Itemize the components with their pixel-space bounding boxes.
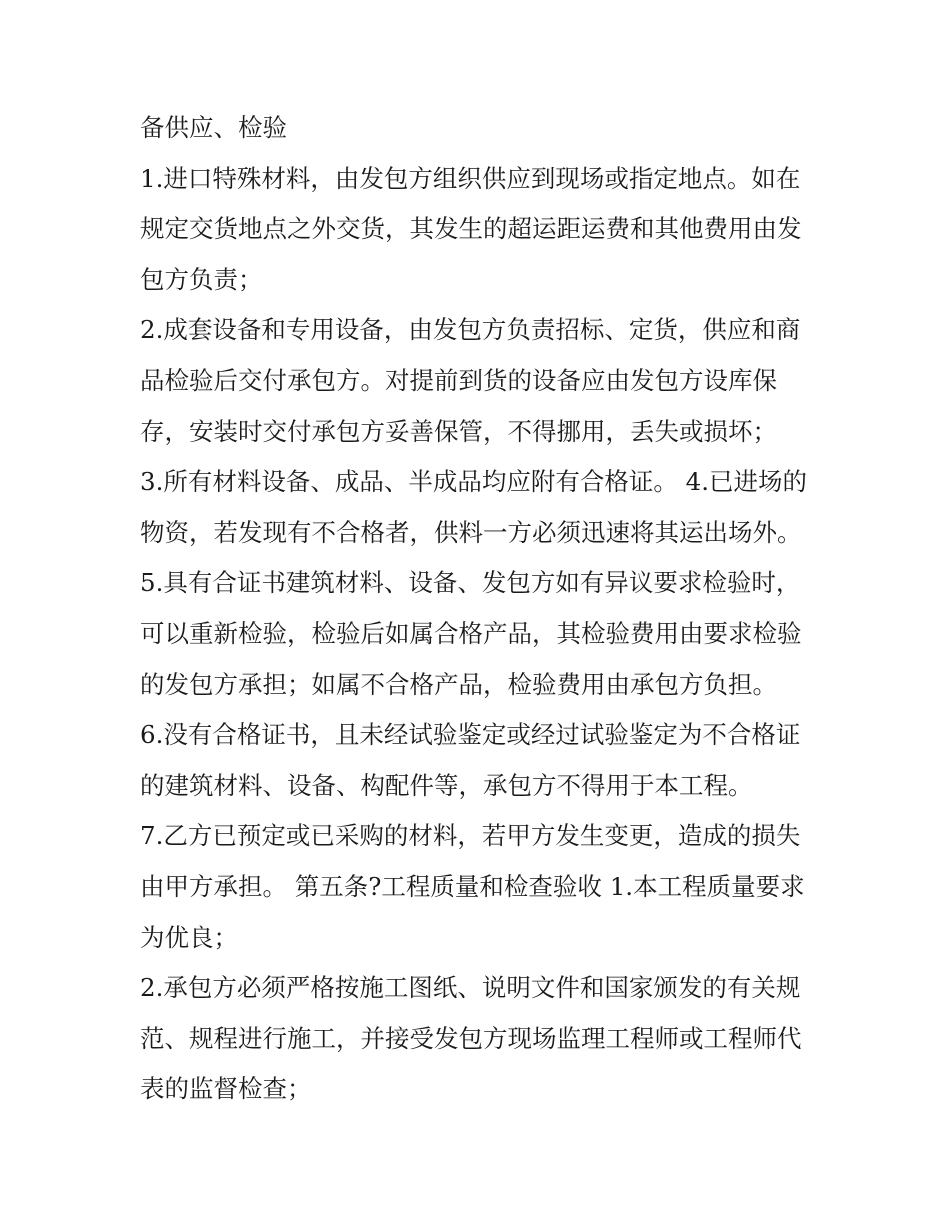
text-line: 1.进口特殊材料，由发包方组织供应到现场或指定地点。如在 bbox=[140, 163, 801, 193]
text-line: 2.承包方必须严格按施工图纸、说明文件和国家颁发的有关规 bbox=[140, 973, 801, 1003]
text-line: 包方负责； bbox=[140, 264, 263, 294]
text-line: 的发包方承担；如属不合格产品，检验费用由承包方负担。 bbox=[140, 669, 777, 699]
text-line: 2.成套设备和专用设备，由发包方负责招标、定货，供应和商 bbox=[140, 315, 801, 345]
text-line: 由甲方承担。 第五条?工程质量和检查验收 1.本工程质量要求 bbox=[140, 871, 805, 901]
text-line: 5.具有合证书建筑材料、设备、发包方如有异议要求检验时， bbox=[140, 568, 801, 598]
text-line: 3.所有材料设备、成品、半成品均应附有合格证。 4.已进场的 bbox=[140, 467, 808, 497]
text-line: 为优良； bbox=[140, 922, 238, 952]
text-line: 可以重新检验，检验后如属合格产品，其检验费用由要求检验 bbox=[140, 618, 802, 648]
text-line: 表的监督检查； bbox=[140, 1074, 312, 1104]
text-line: 范、规程进行施工，并接受发包方现场监理工程师或工程师代 bbox=[140, 1023, 802, 1053]
text-line: 存，安装时交付承包方妥善保管，不得挪用，丢失或损坏； bbox=[140, 416, 777, 446]
document-body bbox=[140, 103, 820, 1115]
text-line: 备供应、检验 bbox=[140, 113, 287, 142]
text-line: 6.没有合格证书，且未经试验鉴定或经过试验鉴定为不合格证 bbox=[140, 720, 801, 750]
text-line: 规定交货地点之外交货，其发生的超运距运费和其他费用由发 bbox=[140, 214, 802, 244]
text-line: 物资，若发现有不合格者，供料一方必须迅速将其运出场外。 bbox=[140, 517, 802, 547]
text-line: 7.乙方已预定或已采购的材料，若甲方发生变更，造成的损失 bbox=[140, 821, 801, 851]
text-line: 品检验后交付承包方。对提前到货的设备应由发包方设库保 bbox=[140, 365, 777, 395]
text-line: 的建筑材料、设备、构配件等，承包方不得用于本工程。 bbox=[140, 770, 753, 800]
